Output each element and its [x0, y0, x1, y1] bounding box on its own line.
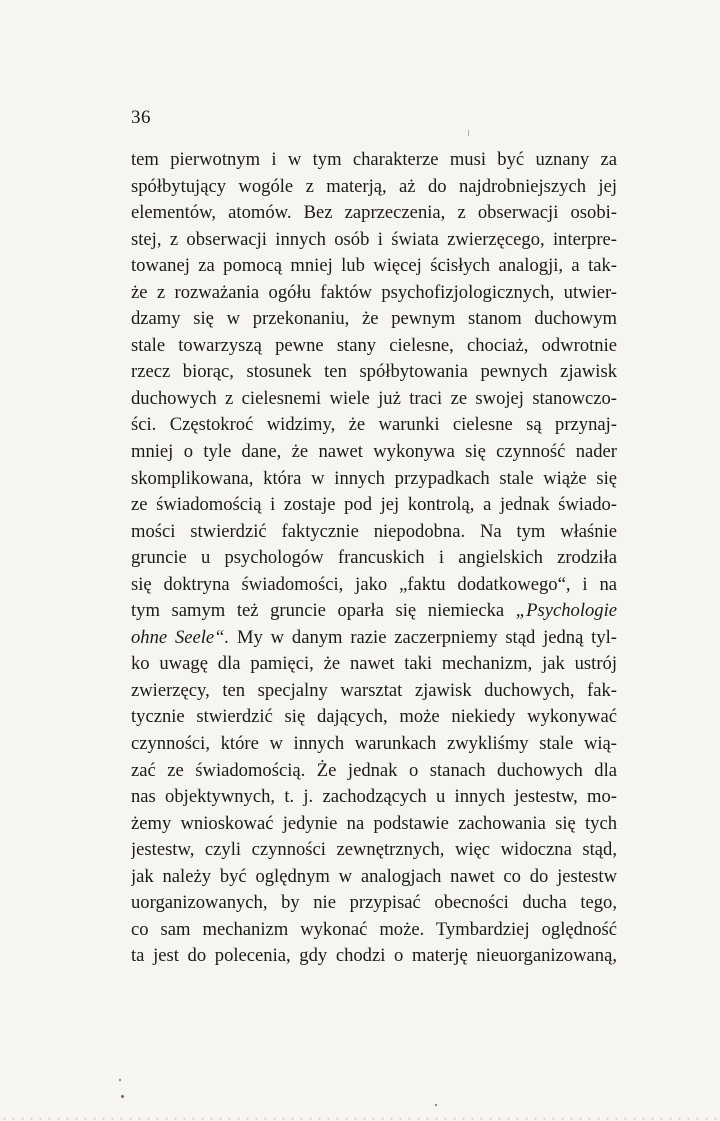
- text-line-21: zwierzęcy, ten specjalny warsztat zjawisk duchowych, fak-: [131, 679, 617, 701]
- text-line-10: duchowych z cielesnemi wiele już traci ze swojej stanowczo-: [131, 387, 617, 409]
- text-line-3: elementów, atomów. Bez zaprzeczenia, z obserwacji osobi-: [131, 202, 617, 224]
- text-line-2: spółbytujący wogóle z materją, aż do najdrobniejszych jej: [131, 175, 617, 197]
- text-line-13: skomplikowana, która w innych przypadkach stale wiąże się: [131, 467, 617, 489]
- text-line-31: ta jest do polecenia, gdy chodzi o materję nieuorganizowaną,: [131, 945, 617, 967]
- text-line-17: się doktryna świadomości, jako „faktu dodatkowego“, i na: [131, 573, 617, 595]
- text-line-24: zać ze świadomością. Że jednak o stanach duchowych dla: [131, 759, 617, 781]
- text-line-18-plain: tym samym też gruncie oparła się niemiecka: [131, 600, 505, 622]
- italic-title-end: ohne Seele“.: [131, 626, 230, 648]
- page-number: 36: [131, 107, 151, 128]
- text-line-27: jestestw, czyli czynności zewnętrznych, więc widoczna stąd,: [131, 839, 617, 861]
- scan-edge-noise: [0, 1117, 720, 1121]
- text-line-22: tycznie stwierdzić się dających, może niekiedy wykonywać: [131, 706, 617, 728]
- text-line-26: żemy wnioskować jedynie na podstawie zachowania się tych: [131, 812, 617, 834]
- italic-title-start: „Psychologie: [515, 600, 617, 622]
- paper-speck: [121, 1095, 124, 1098]
- text-line-1: tem pierwotnym i w tym charakterze musi być uznany za: [131, 149, 617, 170]
- text-line-16: gruncie u psychologów francuskich i angielskich zrodziła: [131, 547, 617, 569]
- text-line-6: że z rozważania ogółu faktów psychofizjologicznych, utwier-: [131, 281, 617, 303]
- text-line-5: towanej za pomocą mniej lub więcej ścisłych analogji, a tak-: [131, 255, 617, 277]
- text-line-14: ze świadomością i zostaje pod jej kontrolą, a jednak świado-: [131, 494, 617, 516]
- text-line-19: [131, 625, 617, 652]
- text-line-11: ści. Częstokroć widzimy, że warunki cielesne są przynaj-: [131, 414, 617, 436]
- paper-speck: [119, 1079, 121, 1081]
- text-line-9: rzecz biorąc, stosunek ten spółbytowania pewnych zjawisk: [131, 361, 617, 383]
- text-line-15: mości stwierdzić faktycznie niepodobna. Na tym właśnie: [131, 520, 617, 542]
- text-line-8: stale towarzyszą pewne stany cielesne, chociaż, odwrotnie: [131, 334, 617, 356]
- text-line-18: [131, 598, 617, 625]
- text-line-20: ko uwagę dla pamięci, że nawet taki mechanizm, jak ustrój: [131, 653, 617, 675]
- text-line-19-plain: My w danym razie zaczerpniemy stąd jedną tyl-: [237, 626, 617, 648]
- text-line-7: dzamy się w przekonaniu, że pewnym stanom duchowym: [131, 308, 617, 330]
- text-line-29: uorganizowanych, by nie przypisać obecności ducha tego,: [131, 892, 617, 914]
- text-line-28: jak należy być oględnym w analogjach nawet co do jestestw: [131, 865, 617, 887]
- text-line-30: co sam mechanizm wykonać może. Tymbardziej oględność: [131, 918, 617, 940]
- text-line-4: stej, z obserwacji innych osób i świata zwierzęcego, interpre-: [131, 228, 617, 250]
- body-text: [131, 147, 617, 970]
- paper-speck: [468, 130, 469, 136]
- text-line-23: czynności, które w innych warunkach zwykliśmy stale wią-: [131, 733, 617, 755]
- text-line-25: nas objektywnych, t. j. zachodzących u innych jestestw, mo-: [131, 786, 617, 808]
- paper-speck: [435, 1104, 437, 1106]
- text-line-12: mniej o tyle dane, że nawet wykonywa się czynność nader: [131, 441, 617, 463]
